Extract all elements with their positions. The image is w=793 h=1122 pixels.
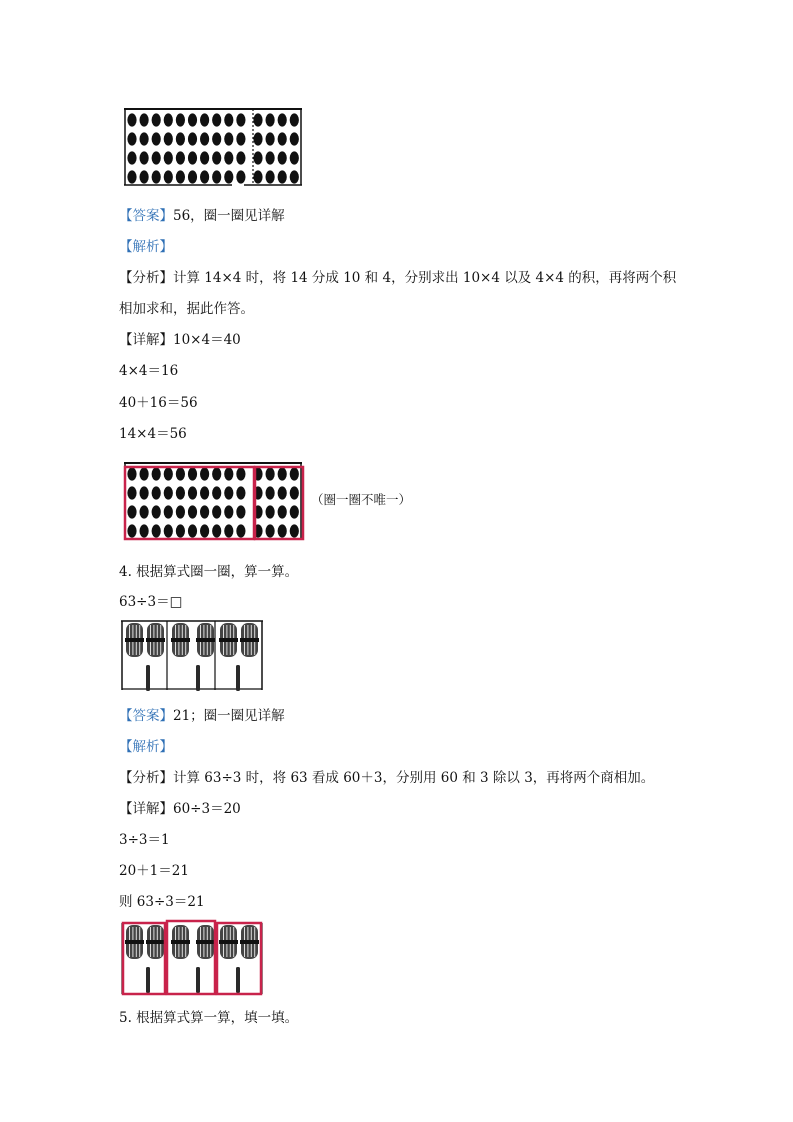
stick-bundles-figure [119, 618, 265, 692]
answer-tag: 【答案】 [119, 208, 173, 224]
dot [200, 132, 209, 145]
dot [278, 505, 287, 518]
dot [176, 151, 185, 164]
dot [188, 467, 197, 480]
dot [212, 486, 221, 499]
single-stick [236, 967, 240, 993]
dot [152, 170, 161, 183]
dot [236, 151, 245, 164]
dot [188, 505, 197, 518]
dot [224, 113, 233, 126]
dot [127, 170, 136, 183]
dot [176, 170, 185, 183]
dot [290, 467, 299, 480]
q4-detail-line-2: 3÷3＝1 [119, 832, 170, 848]
dot [290, 132, 299, 145]
stick-bundle [146, 925, 165, 959]
dot [266, 467, 275, 480]
dot [290, 505, 299, 518]
dot [140, 524, 149, 537]
dot-array-circled-figure [120, 458, 310, 542]
single-stick [146, 967, 150, 993]
dot [278, 151, 287, 164]
dot [164, 486, 173, 499]
stick-bundle [196, 925, 215, 959]
stick-bundle [125, 623, 144, 657]
dot-array-figure [120, 104, 304, 188]
dot [152, 486, 161, 499]
dot [152, 132, 161, 145]
stick-bundle [219, 925, 238, 959]
q3-detail-line-1: 【详解】10×4＝40 [119, 332, 241, 348]
dot [278, 524, 287, 537]
dot [140, 132, 149, 145]
dot [164, 505, 173, 518]
dot [236, 486, 245, 499]
dot [140, 467, 149, 480]
dot [224, 170, 233, 183]
single-stick [196, 665, 200, 691]
dot [188, 151, 197, 164]
dot [176, 113, 185, 126]
dot [152, 113, 161, 126]
dot [253, 113, 262, 126]
dot [200, 467, 209, 480]
dot [278, 132, 287, 145]
dot [290, 524, 299, 537]
q4-equation: 63÷3＝□ [119, 594, 183, 610]
dot [224, 524, 233, 537]
dot [188, 132, 197, 145]
dot [200, 486, 209, 499]
dot [266, 151, 275, 164]
dot [236, 132, 245, 145]
answer-text: 21；圈一圈见详解 [173, 708, 285, 724]
dot [140, 151, 149, 164]
dot [164, 151, 173, 164]
dot [290, 170, 299, 183]
single-stick [196, 967, 200, 993]
dot [236, 170, 245, 183]
dot [253, 132, 262, 145]
dot [266, 170, 275, 183]
answer-tag: 【答案】 [119, 708, 173, 724]
answer-text: 56，圈一圈见详解 [173, 208, 285, 224]
dot [152, 505, 161, 518]
dot [176, 467, 185, 480]
dot [140, 170, 149, 183]
dot [212, 113, 221, 126]
dot [127, 113, 136, 126]
stick-bundle [240, 623, 259, 657]
stick-bundle [146, 623, 165, 657]
dot [164, 113, 173, 126]
q3-analysis-tag: 【解析】 [119, 239, 173, 255]
dot [200, 113, 209, 126]
q4-analysis-line: 【分析】计算 63÷3 时，将 63 看成 60＋3，分别用 60 和 3 除以 3，再将两个商相加。 [119, 770, 655, 786]
dot [266, 505, 275, 518]
stick-bundle [171, 623, 190, 657]
dot [236, 524, 245, 537]
dot [127, 132, 136, 145]
dot [266, 132, 275, 145]
dot [127, 486, 136, 499]
dot [212, 524, 221, 537]
dot [176, 505, 185, 518]
q4-analysis-tag: 【解析】 [119, 739, 173, 755]
q3-detail-line-3: 40＋16＝56 [119, 395, 198, 411]
dot [152, 151, 161, 164]
stick-bundles-circled-figure [119, 918, 265, 998]
dot [290, 486, 299, 499]
q4-detail-line-4: 则 63÷3＝21 [119, 894, 205, 910]
q4-detail-line-1: 【详解】60÷3＝20 [119, 801, 241, 817]
dot [127, 467, 136, 480]
q4-answer [119, 707, 285, 725]
dot [212, 151, 221, 164]
dot [176, 486, 185, 499]
q3-detail-line-2: 4×4＝16 [119, 363, 179, 379]
q3-detail-line-4: 14×4＝56 [119, 426, 187, 442]
dot [290, 113, 299, 126]
dot [152, 467, 161, 480]
dot [127, 505, 136, 518]
dot [188, 486, 197, 499]
dot [278, 113, 287, 126]
dot [266, 524, 275, 537]
dot [152, 524, 161, 537]
dot [140, 505, 149, 518]
q3-analysis-line-2: 相加求和，据此作答。 [119, 301, 254, 317]
dot [278, 467, 287, 480]
dot [224, 486, 233, 499]
dot [224, 151, 233, 164]
dot [236, 505, 245, 518]
dot [164, 132, 173, 145]
single-stick [146, 665, 150, 691]
q3-circle-note: （圈一圈不唯一） [311, 492, 412, 507]
dot [212, 132, 221, 145]
dot [164, 524, 173, 537]
dot [127, 524, 136, 537]
dot [253, 170, 262, 183]
dot [266, 486, 275, 499]
dot [176, 132, 185, 145]
stick-bundle [196, 623, 215, 657]
dot [140, 486, 149, 499]
dot [236, 113, 245, 126]
dot [212, 467, 221, 480]
dot [290, 151, 299, 164]
dot [224, 467, 233, 480]
dot [188, 524, 197, 537]
stick-bundle [219, 623, 238, 657]
dot [278, 170, 287, 183]
q5-question: 5. 根据算式算一算，填一填。 [119, 1010, 299, 1026]
single-stick [236, 665, 240, 691]
q3-answer [119, 207, 285, 225]
stick-bundle [171, 925, 190, 959]
q4-detail-line-3: 20＋1＝21 [119, 863, 189, 879]
dot [140, 113, 149, 126]
dot [212, 170, 221, 183]
dot [200, 524, 209, 537]
dot [266, 113, 275, 126]
stick-bundle [125, 925, 144, 959]
dot [236, 467, 245, 480]
dot [212, 505, 221, 518]
dot [164, 170, 173, 183]
q3-analysis-line-1: 【分析】计算 14×4 时，将 14 分成 10 和 4，分别求出 10×4 以及 4×4 的积，再将两个积 [119, 270, 677, 286]
dot [200, 170, 209, 183]
dot [127, 151, 136, 164]
dot [188, 113, 197, 126]
dot [188, 170, 197, 183]
dot [200, 505, 209, 518]
q4-question: 4. 根据算式圈一圈，算一算。 [119, 564, 299, 580]
dot [278, 486, 287, 499]
dot [164, 467, 173, 480]
dot [253, 151, 262, 164]
dot [200, 151, 209, 164]
stick-bundle [240, 925, 259, 959]
dot [176, 524, 185, 537]
dot [224, 132, 233, 145]
dot [224, 505, 233, 518]
